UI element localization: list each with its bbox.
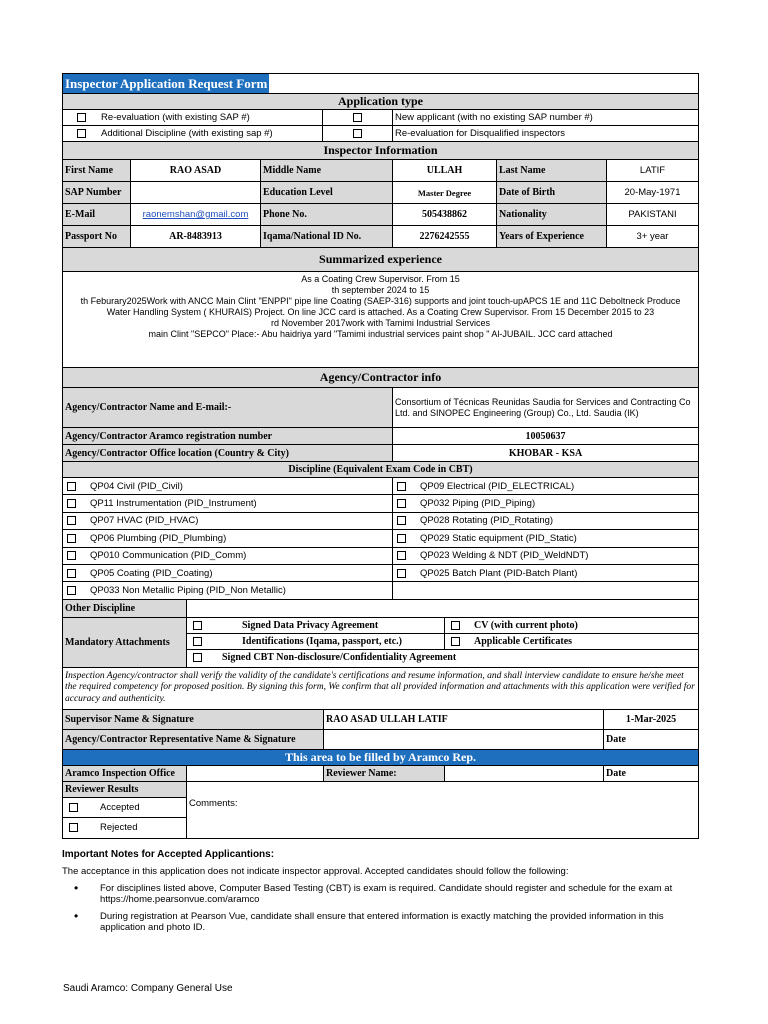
agency-name-field[interactable]: Consortium of Técnicas Reunidas Saudia for Services and Contracting Co Ltd. and SINOPEC Engineering (Group) Co., Ltd. Saudia (IK) <box>395 396 691 418</box>
agency-reg-label: Agency/Contractor Aramco registration number <box>63 428 393 444</box>
option-disqualified: Re-evaluation for Disqualified inspectors <box>395 128 566 139</box>
aramco-heading: This area to be filled by Aramco Rep. <box>63 750 698 765</box>
iqama-field[interactable]: 2276242555 <box>393 226 497 247</box>
summary-heading: Summarized experience <box>63 248 698 271</box>
identifications-label: Identifications (Iqama, passport, etc.) <box>242 635 402 647</box>
important-notes <box>62 849 702 939</box>
discipline-row <box>63 530 698 547</box>
discipline-label: QP07 HVAC (PID_HVAC) <box>90 515 199 527</box>
cv-label: CV (with current photo) <box>474 619 578 631</box>
certificates-label: Applicable Certificates <box>474 635 573 647</box>
representative-date-label: Date <box>606 733 626 745</box>
summary-line: As a Coating Crew Supervisor. From 15 <box>301 274 460 284</box>
form-title: Inspector Application Request Form <box>63 74 269 93</box>
discipline-label: QP06 Plumbing (PID_Plumbing) <box>90 532 227 544</box>
discipline-label: QP023 Welding & NDT (PID_WeldNDT) <box>420 550 589 562</box>
supervisor-name-field[interactable]: RAO ASAD ULLAH LATIF <box>324 710 604 729</box>
email-label: E-Mail <box>63 204 131 225</box>
sap-label: SAP Number <box>63 182 131 203</box>
reviewer-name-field[interactable] <box>445 766 604 781</box>
nda-checkbox[interactable] <box>193 653 202 662</box>
reviewer-results-label: Reviewer Results <box>63 782 186 798</box>
summary-text[interactable] <box>63 272 698 367</box>
cv-checkbox[interactable] <box>451 621 460 630</box>
phone-field[interactable]: 505438862 <box>393 204 497 225</box>
discipline-label: QP032 Piping (PID_Piping) <box>420 498 536 510</box>
first-name-field[interactable]: RAO ASAD <box>131 160 261 181</box>
experience-label: Years of Experience <box>497 226 607 247</box>
summary-line: rd November 2017work with Tamimi Industrial Services <box>271 318 490 328</box>
aramco-office-label: Aramco Inspection Office <box>63 766 187 781</box>
notes-heading: Important Notes for Accepted Applicantions: <box>62 849 275 860</box>
discipline-row <box>63 513 698 530</box>
option-reevaluation: Re-evaluation (with existing SAP #) <box>99 110 323 125</box>
option-new-applicant: New applicant (with no existing SAP number #) <box>395 112 593 123</box>
agency-name-label: Agency/Contractor Name and E-mail:- <box>63 388 393 427</box>
discipline-checkbox[interactable] <box>397 482 406 491</box>
education-field[interactable]: Master Degree <box>393 182 497 203</box>
other-discipline-label: Other Discipline <box>63 600 187 617</box>
middle-name-label: Middle Name <box>261 160 393 181</box>
declaration-text: Inspection Agency/contractor shall verify the validity of the candidate's certifications and resume information, and shall interview candidate to ensure he/she meet the required competency for proposed position. By signing this form, We confirm that all provided information and attachments with this application were verified for accuracy and authenticity. <box>65 670 695 704</box>
discipline-checkbox[interactable] <box>397 499 406 508</box>
summary-line: main Clint "SEPCO" Place:- Abu haidriya yard "Tamimi industrial services paint shop " Al-JUBAIL. JCC card attached <box>148 329 613 339</box>
discipline-label: QP028 Rotating (PID_Rotating) <box>420 515 554 527</box>
discipline-checkbox[interactable] <box>67 569 76 578</box>
mandatory-attachments-label: Mandatory Attachments <box>63 618 187 667</box>
discipline-label: QP033 Non Metallic Piping (PID_Non Metallic) <box>90 585 286 597</box>
discipline-label: QP010 Communication (PID_Comm) <box>90 550 247 562</box>
nationality-field[interactable]: PAKISTANI <box>628 209 677 220</box>
first-name-label: First Name <box>63 160 131 181</box>
rejected-checkbox[interactable] <box>69 823 78 832</box>
representative-field[interactable] <box>324 730 604 749</box>
bullet-icon: • <box>74 909 79 923</box>
application-form <box>62 73 699 839</box>
iqama-label: Iqama/National ID No. <box>261 226 393 247</box>
agency-reg-field[interactable]: 10050637 <box>525 430 566 442</box>
discipline-row <box>63 582 698 599</box>
supervisor-label: Supervisor Name & Signature <box>63 710 324 729</box>
option-additional-discipline: Additional Discipline (with existing sap #) <box>99 126 323 141</box>
representative-label: Agency/Contractor Representative Name & Signature <box>63 730 324 749</box>
discipline-checkbox[interactable] <box>67 586 76 595</box>
privacy-agreement-label: Signed Data Privacy Agreement <box>242 619 379 631</box>
notes-bullet <box>74 883 702 905</box>
notes-bullet <box>74 911 702 933</box>
nda-label: Signed CBT Non-disclosure/Confidentiality Agreement <box>222 652 457 664</box>
discipline-heading: Discipline (Equivalent Exam Code in CBT) <box>63 462 698 477</box>
summary-line: Water Handling System ( KHURAIS) Project. On line JCC card is attached. As a Coating Crew Supervisor. From 15 December 2015 to 23 <box>106 307 655 317</box>
application-type-heading: Application type <box>63 94 698 109</box>
last-name-field[interactable]: LATIF <box>639 165 666 176</box>
rejected-label: Rejected <box>100 821 138 833</box>
nationality-label: Nationality <box>497 204 607 225</box>
new-applicant-checkbox[interactable] <box>353 113 362 122</box>
email-link[interactable]: raonemshan@gmail.com <box>142 209 249 220</box>
comments-label: Comments: <box>189 797 238 809</box>
supervisor-date-field[interactable]: 1-Mar-2025 <box>625 713 677 725</box>
certificates-checkbox[interactable] <box>451 637 460 646</box>
comments-field[interactable] <box>187 782 698 838</box>
summary-line: th september 2024 to 15 <box>331 285 430 295</box>
discipline-label: QP05 Coating (PID_Coating) <box>90 567 213 579</box>
privacy-agreement-checkbox[interactable] <box>193 621 202 630</box>
discipline-row <box>63 495 698 512</box>
discipline-row <box>63 565 698 582</box>
aramco-office-field[interactable] <box>187 766 324 781</box>
agency-heading: Agency/Contractor info <box>63 368 698 387</box>
discipline-checkbox[interactable] <box>67 516 76 525</box>
discipline-label: QP09 Electrical (PID_ELECTRICAL) <box>420 480 575 492</box>
notes-bullet-text: For disciplines listed above, Computer Based Testing (CBT) is exam is required. Candidate should register and schedule for the exam at https://home.pearsonvue.com/aramco <box>100 883 673 905</box>
agency-office-field[interactable]: KHOBAR - KSA <box>508 447 583 459</box>
discipline-checkbox[interactable] <box>397 516 406 525</box>
discipline-checkbox[interactable] <box>67 534 76 543</box>
dob-label: Date of Birth <box>497 182 607 203</box>
discipline-label: QP11 Instrumentation (PID_Instrument) <box>90 498 257 510</box>
discipline-label: QP04 Civil (PID_Civil) <box>90 480 183 492</box>
last-name-label: Last Name <box>497 160 607 181</box>
dob-field[interactable]: 20-May-1971 <box>624 187 681 198</box>
passport-field[interactable]: AR-8483913 <box>131 226 261 247</box>
disqualified-checkbox[interactable] <box>353 129 362 138</box>
passport-label: Passport No <box>63 226 131 247</box>
other-discipline-field[interactable] <box>187 600 698 617</box>
discipline-checkbox[interactable] <box>67 482 76 491</box>
bullet-icon: • <box>74 881 79 895</box>
discipline-checkbox[interactable] <box>397 551 406 560</box>
aramco-date-label: Date <box>606 767 626 779</box>
summary-line: th Feburary2025Work with ANCC Main Clint "ENPPI" pipe line Coating (SAEP-316) supports and joint touch-upAPCS 1E and 11C Deboltneck Produce <box>80 296 681 306</box>
discipline-checkbox[interactable] <box>397 569 406 578</box>
reviewer-name-label: Reviewer Name: <box>324 766 445 781</box>
notes-bullet-text: During registration at Pearson Vue, candidate shall ensure that entered information is exactly matching the provided information in this application and photo ID. <box>100 911 664 933</box>
discipline-checkbox[interactable] <box>397 534 406 543</box>
discipline-checkbox[interactable] <box>67 499 76 508</box>
discipline-row <box>63 548 698 565</box>
discipline-row <box>63 478 698 495</box>
additional-discipline-checkbox[interactable] <box>77 129 86 138</box>
discipline-label: QP025 Batch Plant (PID-Batch Plant) <box>420 567 578 579</box>
agency-office-label: Agency/Contractor Office location (Country & City) <box>63 445 393 461</box>
footer-classification: Saudi Aramco: Company General Use <box>63 983 233 994</box>
experience-field[interactable]: 3+ year <box>636 231 669 242</box>
inspector-info-heading: Inspector Information <box>63 142 698 159</box>
identifications-checkbox[interactable] <box>193 637 202 646</box>
accepted-label: Accepted <box>100 801 140 813</box>
accepted-checkbox[interactable] <box>69 803 78 812</box>
education-label: Education Level <box>261 182 393 203</box>
reevaluation-checkbox[interactable] <box>77 113 86 122</box>
discipline-label: QP029 Static equipment (PID_Static) <box>420 532 577 544</box>
discipline-checkbox[interactable] <box>67 551 76 560</box>
middle-name-field[interactable]: ULLAH <box>393 160 497 181</box>
phone-label: Phone No. <box>261 204 393 225</box>
notes-intro: The acceptance in this application does not indicate inspector approval. Accepted candidates should follow the following: <box>62 866 569 877</box>
sap-field[interactable] <box>131 182 261 203</box>
